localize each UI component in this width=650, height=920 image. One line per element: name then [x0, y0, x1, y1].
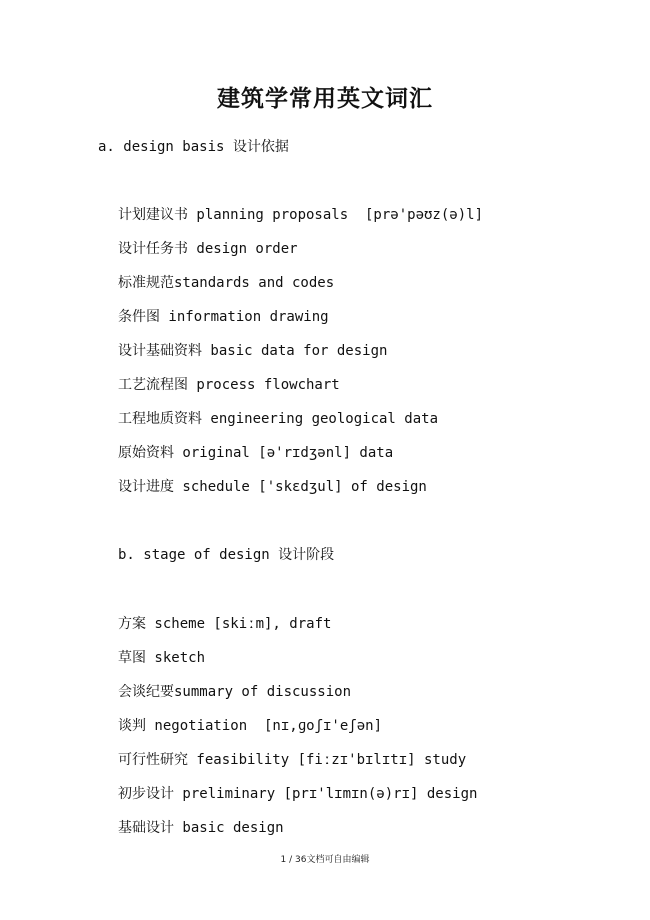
list-item: 草图 sketch	[118, 650, 206, 666]
list-item: 会谈纪要summary of discussion	[118, 684, 352, 700]
list-item: 工艺流程图 process flowchart	[118, 377, 340, 393]
list-item: 设计进度 schedule ['skɛdʒul] of design	[118, 479, 427, 495]
list-item: 计划建议书 planning proposals [prə'pəʊz(ə)l]	[118, 207, 484, 223]
list-item: 可行性研究 feasibility [fiːzɪ'bɪlɪtɪ] study	[118, 752, 467, 768]
list-item: 标准规范standards and codes	[118, 275, 335, 291]
list-item: 初步设计 preliminary [prɪ'lɪmɪn(ə)rɪ] design	[118, 786, 478, 802]
list-item: 工程地质资料 engineering geological data	[118, 411, 439, 427]
section-a-heading: a. design basis 设计依据	[98, 139, 289, 155]
list-item: 条件图 information drawing	[118, 309, 329, 325]
list-item: 原始资料 original [ə'rɪdʒənl] data	[118, 445, 394, 461]
page-footer: 1 / 36文档可自由编辑	[280, 855, 370, 865]
list-item: 设计任务书 design order	[118, 241, 298, 257]
list-item: 谈判 negotiation [nɪ,ɡoʃɪ'eʃən]	[118, 718, 383, 734]
list-item: 基础设计 basic design	[118, 820, 284, 836]
page-title: 建筑学常用英文词汇	[217, 85, 433, 112]
section-b-heading: b. stage of design 设计阶段	[118, 547, 335, 563]
list-item: 设计基础资料 basic data for design	[118, 343, 388, 359]
list-item: 方案 scheme [skiːm], draft	[118, 616, 332, 632]
